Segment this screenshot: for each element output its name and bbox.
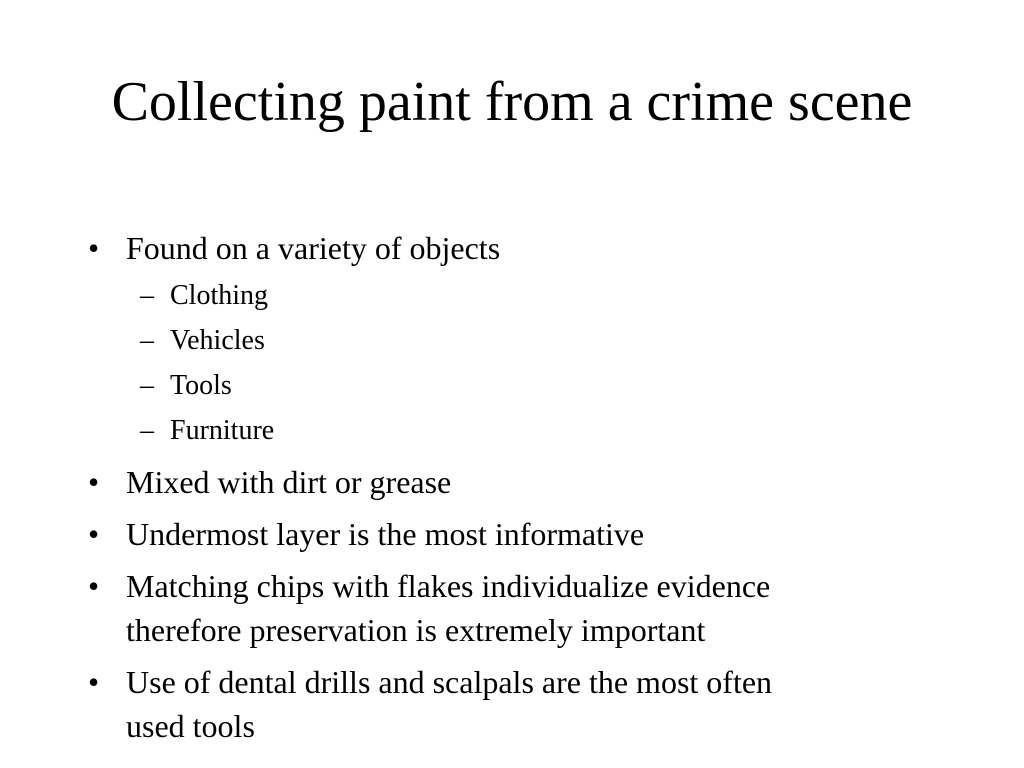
sub-marker: – [140, 415, 154, 446]
slide-title-text: Collecting paint from a crime scene [111, 71, 913, 133]
bullet-text: Found on a variety of objects [126, 230, 501, 266]
bullet-text-line-2: therefore preservation is extremely important [126, 612, 706, 648]
bullet-text-line-1: Use of dental drills and scalpals are the most often [126, 664, 773, 700]
bullet-text-line-1: Matching chips with flakes individualize evidence [126, 568, 771, 604]
bullet-marker: • [88, 230, 100, 266]
sub-text: Tools [170, 370, 232, 401]
sub-marker: – [140, 325, 154, 356]
bullet-marker: • [88, 464, 100, 500]
bullet-text: Undermost layer is the most informative [126, 516, 645, 552]
bullet-marker: • [88, 568, 100, 604]
bullet-text: Mixed with dirt or grease [126, 464, 452, 500]
sub-marker: – [140, 370, 154, 401]
sub-marker: – [140, 280, 154, 311]
sub-text: Furniture [170, 415, 275, 446]
sub-text: Vehicles [170, 325, 265, 356]
sub-text: Clothing [170, 280, 269, 311]
bullet-marker: • [88, 664, 100, 700]
bullet-text-line-2: used tools [126, 708, 255, 744]
bullet-marker: • [88, 516, 100, 552]
